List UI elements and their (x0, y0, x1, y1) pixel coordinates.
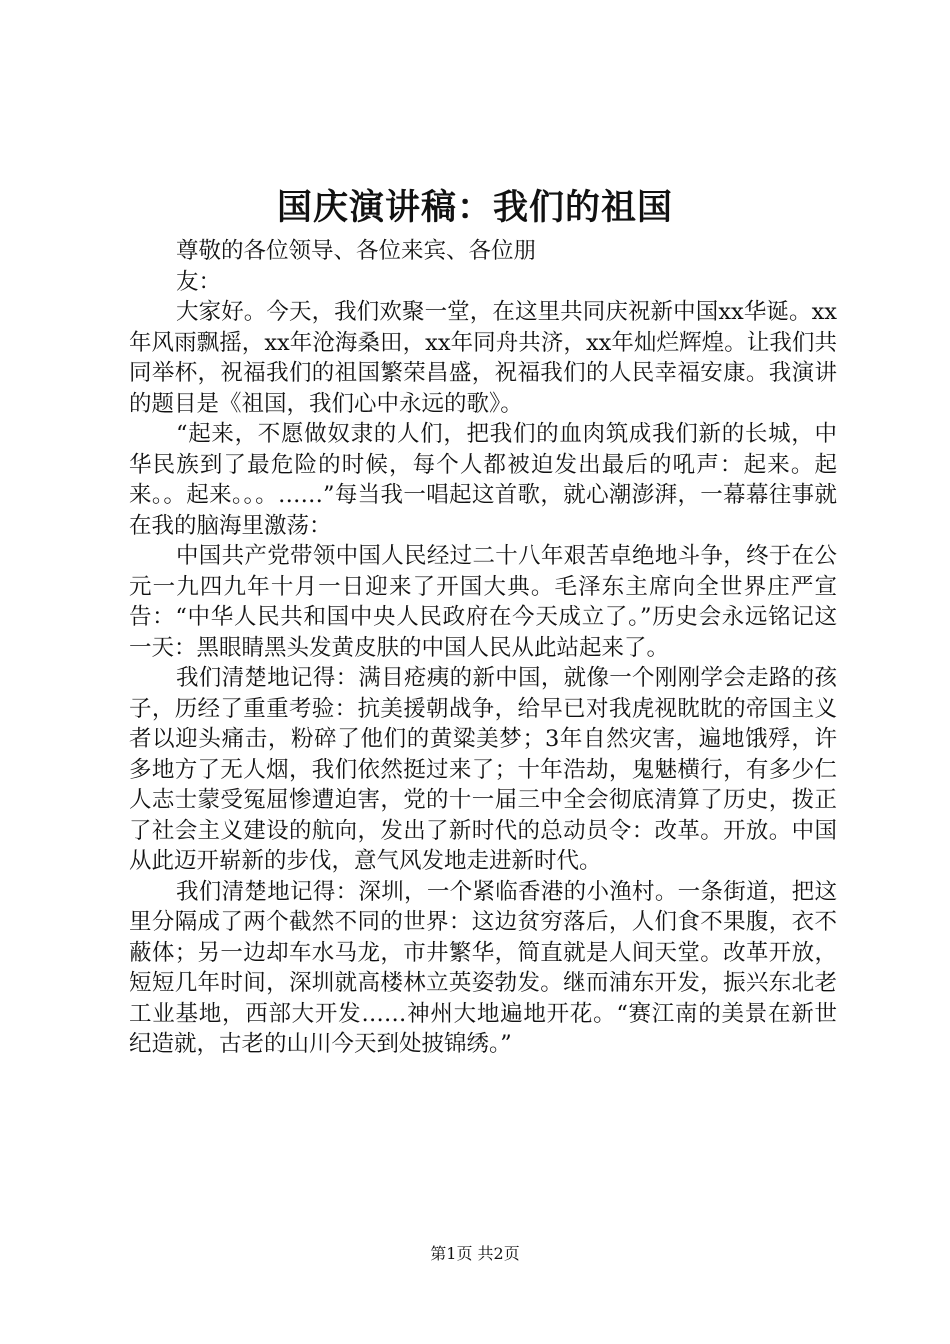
document-body (129, 236, 837, 1060)
paragraph-3: 中国共产党带领中国人民经过二十八年艰苦卓绝地斗争，终于在公元一九四九年十月一日迎来了开国大典。毛泽东主席向全世界庄严宣告：“中华人民共和国中央人民政府在今天成立了。”历史会永远铭记这一天：黑眼睛黑头发黄皮肤的中国人民从此站起来了。 (129, 543, 837, 661)
paragraph-4: 我们清楚地记得：满目疮痍的新中国，就像一个刚刚学会走路的孩子，历经了重重考验：抗美援朝战争，给早已对我虎视眈眈的帝国主义者以迎头痛击，粉碎了他们的黄粱美梦；3年自然灾害，遍地饿殍，许多地方了无人烟，我们依然挺过来了；十年浩劫，鬼魅横行，有多少仁人志士蒙受冤屈惨遭迫害，党的十一届三中全会彻底清算了历史，拨正了社会主义建设的航向，发出了新时代的总动员令：改革。开放。中国从此迈开崭新的步伐，意气风发地走进新时代。 (129, 665, 837, 874)
page-footer: 第1页 共2页 (430, 1244, 520, 1263)
salutation: 尊敬的各位领导、各位来宾、各位朋友： (176, 238, 537, 295)
paragraph-2: “起来，不愿做奴隶的人们，把我们的血肉筑成我们新的长城，中华民族到了最危险的时候，每个人都被迫发出最后的吼声：起来。起来。。起来。。。……”每当我一唱起这首歌，就心潮澎湃，一幕幕往事就在我的脑海里激荡： (129, 421, 837, 539)
paragraph-1: 大家好。今天，我们欢聚一堂，在这里共同庆祝新中国xx华诞。xx年风雨飘摇，xx年沧海桑田，xx年同舟共济，xx年灿烂辉煌。让我们共同举杯，祝福我们的祖国繁荣昌盛，祝福我们的人民幸福安康。我演讲的题目是《祖国，我们心中永远的歌》。 (129, 299, 837, 417)
document-title: 国庆演讲稿：我们的祖国 (276, 187, 673, 228)
paragraph-5: 我们清楚地记得：深圳，一个紧临香港的小渔村。一条街道，把这里分隔成了两个截然不同的世界：这边贫穷落后，人们食不果腹，衣不蔽体；另一边却车水马龙，市井繁华，简直就是人间天堂。改革开放，短短几年时间，深圳就高楼林立英姿勃发。继而浦东开发，振兴东北老工业基地，西部大开发……神州大地遍地开花。“赛江南的美景在新世纪造就，古老的山川今天到处披锦绣。” (129, 878, 837, 1057)
